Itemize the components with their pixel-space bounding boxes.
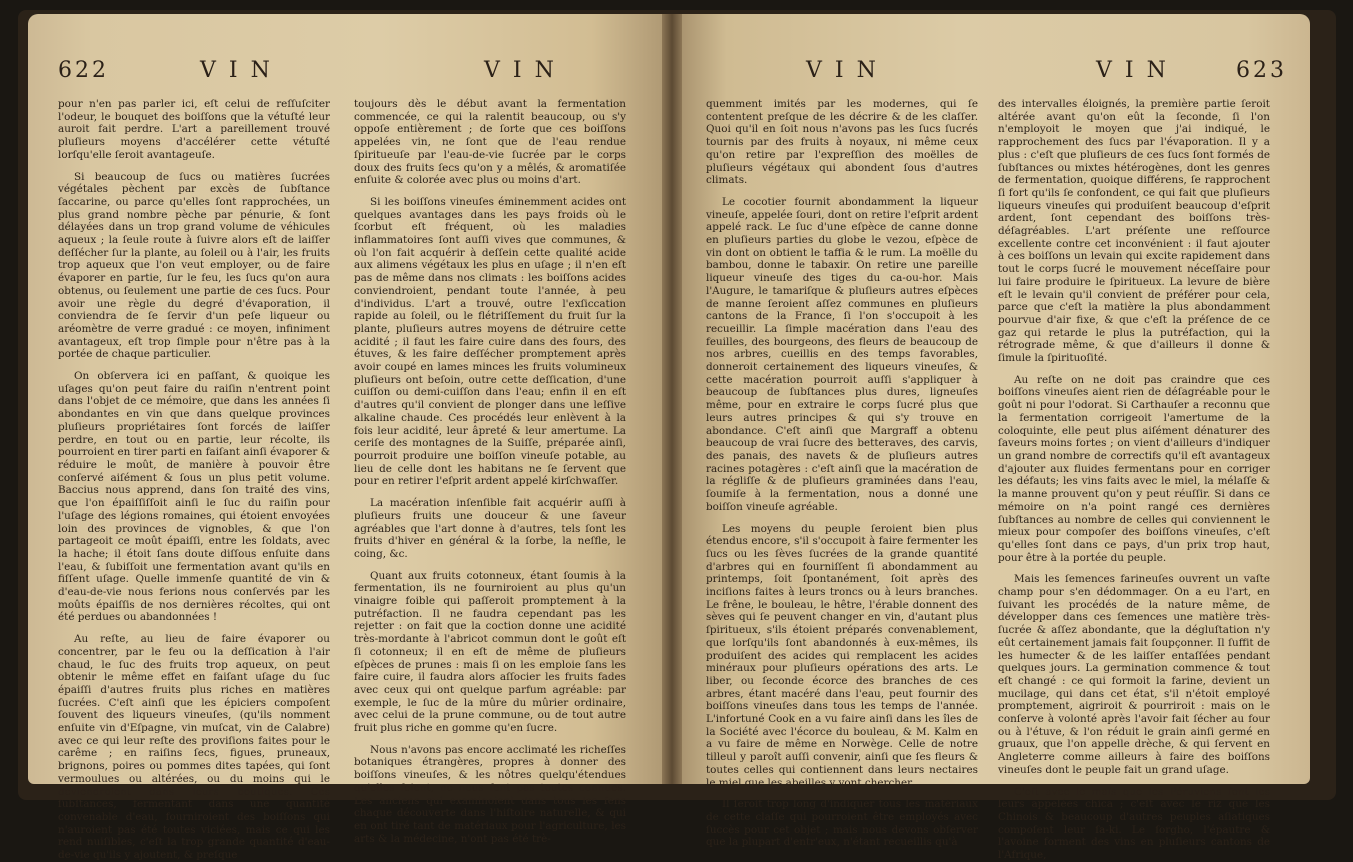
right-page-number: 623: [1236, 58, 1287, 83]
paragraph: Si les boiſſons vineuſes éminemment acides ont quelques avantages dans les pays froids où le ſcorbut eſt fréquent, où les maladies inflammatoires ſont auſſi vives que communes, & où l'on fait acquérir à deſſein cette qualité acide aux alimens végétaux les plus en uſage ; il n'en eſt pas de même dans nos climats : les boiſſons acides conviendroient, pendant toute l'année, à peu d'individus. L'art a trouvé, outre l'exſiccation rapide au ſoleil, ou le flétriſſement du fruit ſur la plante, pluſieurs autres moyens de détruire cette acidité ; il faut les faire cuire dans des fours, des étuves, & les faire deſſécher promptement après avoir coupé en lames minces les fruits volumineux pluſieurs ont beſoin, outre cette deſſication, d'une cuiſſon ou demi-cuiſſon dans l'eau; enfin il en eſt d'autres qu'il convient de plonger dans une leſſive alkaline chaude. Ces procédés leur enlèvent à la fois leur acidité, leur âpreté & leur amertume. La ceriſe des montagnes de la Suiſſe, préparée ainſi, pourroit produire une boiſſon vineuſe potable, au lieu de celle dont les habitans ne ſe ſervent que pour en retirer l'eſprit ardent appelé kirſchwaſſer.: [354, 195, 626, 488]
paragraph: Les moyens du peuple ſeroient bien plus étendus encore, s'il s'occupoit à faire fermenter les ſucs ou les ſèves ſucrées de la grande quantité d'arbres qui en fourniſſent ſi abondamment au printemps, ſoit ſpontanément, ſoit après des inciſions faites à leurs troncs ou à leurs branches. Le frêne, le bouleau, le hêtre, l'érable donnent des sèves qui ſe peuvent changer en vin, d'autant plus ſpiritueux, s'ils étoient préparés convenablement, que lorſqu'ils ſont abandonnés à eux-mêmes, ils produiſent des acides qui remplacent les acides minéraux pour pluſieurs opérations des arts. Le liber, ou ſeconde écorce des branches de ces arbres, étant macéré dans l'eau, peut fournir des boiſſons vineuſes dans tous les temps de l'année. L'infortuné Cook en a vu faire ainſi dans les îles de la Société avec l'écorce du bouleau, & M. Kalm en a vu faire de même en Norwège. Celle de notre tilleul y paroît auſſi convenir, ainſi que ſes fleurs & toutes celles qui contiennent dans leurs nectaires le miel que les abeilles y vont chercher.: [706, 522, 978, 789]
paragraph: des intervalles éloignés, la première partie ſeroit altérée avant qu'on eût la ſeconde, ſi l'on n'employoit le moyen que j'ai indiqué, le rapprochement des ſucs par l'évaporation. Il y a plus : c'eſt que pluſieurs de ces ſucs ſont formés de ſubſtances ou mixtes hétérogènes, dont les genres de fermentation, quoique différens, ſe rapprochent ſi fort qu'ils ſe confondent, ce qui fait que pluſieurs liqueurs vineuſes qui produiſent beaucoup d'eſprit ardent, ſont cependant des boiſſons très-déſagréables. L'art préſente une reſſource excellente contre cet inconvénient : il faut ajouter à ces boiſſons un levain qui excite rapidement dans tout le corps ſucré le mouvement néceſſaire pour lui faire produire le ſpiritueux. La levure de bière eſt le levain qu'il convient de préférer pour cela, parce que c'eſt la matière la plus abondamment pourvue d'air fixe, & que c'eſt la préſence de ce gaz qui retarde le plus la putréfaction, qui la rétrograde même, & que d'ailleurs il donne & ſimule la ſpirituoſité.: [998, 98, 1270, 365]
paragraph: On obſervera ici en paſſant, & quoique les uſages qu'on peut faire du raiſin n'entrent point dans l'objet de ce mémoire, que dans les années ſi abondantes en vin que dans quelque provinces pluſieurs propriétaires ſont forcés de laiſſer perdre, en tout ou en partie, leur récolte, ils pourroient en tirer parti en faiſant ainſi évaporer & réduire le moût, de manière à pouvoir être conſervé aiſément & ſous un plus petit volume. Baccius nous apprend, dans ſon traité des vins, que l'on épaiſſiſſoit ainſi le ſuc du raiſin pour l'uſage des légions romaines, qui étoient envoyées loin des provinces de vignobles, & que l'on partageoit ce moût épaiſſi, entre les ſoldats, avec la hache; il étoit ſans doute diſſous enſuite dans l'eau, & ſubiſſoit une fermentation avant qu'ils en fiſſent uſage. Quelle immenſe quantité de vin & d'eau-de-vie nous ferions nous conſervés par les moûts épaiſſis de nos dernières récoltes, qui ont été perdues ou abandonnées !: [58, 370, 330, 624]
left-running-header: [28, 58, 668, 88]
paragraph: Mais les ſemences farineuſes ouvrent un vaſte champ pour s'en dédommager. On a eu l'art, en ſuivant les procédés de la nature même, de développer dans ces ſemences une matière très-ſucrée & aſſez abondante, que la dégluſtation n'y eût certainement jamais fait ſoupçonner. Il ſuffit de les humecter & de les laiſſer entaſſées pendant quelques jours. La germination commence & tout eſt changé : ce qui formoit la farine, devient un mucilage, qui dans cet état, s'il n'étoit employé promptement, aigriroit & pourriroit : mais on le conſerve à volonté après l'avoir fait ſécher au four ou à l'étuve, & l'on réduit le grain ainſi germé en gruaux, que l'on appelle drèche, & qui ſervent en Angleterre comme ailleurs à faire des boiſſons vineuſes dont le peuple fait un grand uſage.: [998, 573, 1270, 776]
right-header-title-2: V I N: [1096, 58, 1169, 83]
paragraph: Nous n'avons pas encore acclimaté les richeſſes botaniques étrangères, propres à donner des boiſſons vineuſes, & les nôtres quelqu'étendues qu'elles ſoient, ne nous ſont pas toutes connues. Les anciens qui examinoient dans tous les ſens chaque découverte dans l'hiſtoire naturelle, & qui en ont tiré tant de matériaux pour l'agriculture, les arts & la médecine, n'ont pas été trè-: [354, 743, 626, 845]
paragraph: La macération inſenſible fait acquérir auſſi à pluſieurs fruits une douceur & une ſaveur agréables que l'art donne à d'autres, tels ſont les fruits d'hiver en général & la ſorbe, la neſfle, le coing, &c.: [354, 497, 626, 560]
left-page-number: 622: [58, 58, 109, 83]
right-column-2: [998, 98, 1270, 862]
paragraph: C'eſt avec le maïs que les Péruviens font les leurs appelées chica ; c'eſt avec le riz que les Chinois & beaucoup d'autres peuples aſiatiques compoſent leur ſa-ki. Le ſorgho, l'épautre & l'avoine forment des vins en pluſieurs cantons de l'Afrique,: [998, 785, 1270, 862]
left-column-1: [58, 98, 330, 862]
paragraph: Il ſeroit trop long d'indiquer tous les matériaux de cette claſſe qui pourroient être employés avec ſuccès pour cet objet ; mais nous devons obſerver que la plupart d'entr'eux, n'étant recueillis qu'à: [706, 798, 978, 849]
paragraph: Si beaucoup de ſucs ou matières ſucrées végétales pèchent par excès de ſubſtance ſaccarine, ou parce qu'elles ſont rapprochées, un plus grand nombre pèche par pénurie, & ſont délayées dans un trop grand volume de véhicules aqueux ; la ſeule route à ſuivre alors eſt de laiſſer deſſécher ſur la plante, au ſoleil ou à l'air, les fruits trop aqueux que l'on veut employer, ou de faire évaporer en partie, ſur le feu, les ſucs qu'on aura obtenus, ou ſeulement une partie de ces ſucs. Pour avoir une règle du degré d'évaporation, il conviendra de ſe ſervir d'un peſe liqueur ou aréomètre de verre gradué : ce moyen, infiniment avantageux, eſt trop ſimple pour n'être pas à la portée de chaque particulier.: [58, 170, 330, 361]
left-header-title-1: V I N: [200, 58, 273, 83]
right-page: [676, 14, 1310, 862]
paragraph: Le cocotier fournit abondamment la liqueur vineuſe, appelée ſouri, dont on retire l'eſprit ardent appelé rack. Le ſuc d'une eſpèce de canne donne en pluſieurs parties du globe le vezou, eſpèce de vin dont on obtient le taffia & le rum. La moëlle du bambou, donne le tabaxir. On retire une pareille liqueur vineuſe des tiges du ca-ou-hor. Mais l'Augure, le tamariſque & pluſieurs autres eſpèces de manne ſeroient aſſez communes en pluſieurs cantons de la France, ſi l'on s'occupoit à les recueillir. La ſimple macération dans l'eau des feuilles, des bourgeons, des fleurs de beaucoup de nos arbres, cueillis en des temps favorables, donneroit certainement des liqueurs vineuſes, & cette macération pourroit auſſi s'appliquer à beaucoup de ſubſtances plus dures, ligneuſes même, pour en extraire le corps ſucré plus que leurs autres principes & qui s'y trouve en abondance. C'eſt ainſi que Margraff a obtenu beaucoup de vrai ſucre des betteraves, des carvis, des panais, des navets & de pluſieurs autres racines potagères : c'eſt ainſi que la macération de la régliſſe & de pluſieurs graminées dans l'eau, ſoumiſe à la fermentation, nous a donné une boiſſon vineuſe agréable.: [706, 195, 978, 513]
left-header-title-2: V I N: [484, 58, 557, 83]
paragraph: toujours dès le début avant la fermentation commencée, ce qui la ralentit beaucoup, ou s'y oppoſe entièrement ; de ſorte que ces boiſſons appelées vin, ne ſont que de l'eau rendue ſpiritueuſe par l'eau-de-vie ſucrée par le corps doux des fruits ſecs qu'on y a mêlés, & aromatiſée enſuite & colorée avec plus ou moins d'art.: [354, 98, 626, 187]
paragraph: pour n'en pas parler ici, eſt celui de reſſuſciter l'odeur, le bouquet des boiſſons que la vétuſté leur auroit fait perdre. L'art a pareillement trouvé pluſieurs moyens d'accélérer cette vétuſté lorſqu'elle ſeroit avantageuſe.: [58, 98, 330, 161]
left-column-2: [354, 98, 626, 845]
right-running-header: [676, 58, 1310, 88]
right-header-title-1: V I N: [806, 58, 879, 83]
left-page: [28, 14, 668, 862]
paragraph: Au reſte on ne doit pas craindre que ces boiſſons vineuſes aient rien de déſagréable pour le goût ni pour l'odorat. Si Carthauſer a reconnu que la fermentation corrigeoit l'amertume de la coloquinte, elle peut plus aiſément dénaturer des ſaveurs moins fortes ; on vient d'ailleurs d'indiquer un grand nombre de correctifs qu'il eſt avantageux d'ajouter aux fluides fermentans pour en corriger les défauts; les vins faits avec le miel, la mélaſſe & la manne prouvent qu'on y peut réuſſir. Si dans ce mémoire on n'a point rangé ces dernières ſubſtances au nombre de celles qui conviennent le mieux pour compoſer des boiſſons vineuſes, c'eſt qu'elles ſont dans ce pays, d'un prix trop haut, pour être à la portée du peuple.: [998, 373, 1270, 564]
right-column-1: [706, 98, 978, 849]
paragraph: Quant aux fruits cotonneux, étant ſoumis à la fermentation, ils ne fourniroient au plus qu'un vinaigre foible qui paſſeroit promptement à la putréfaction. Il ne faudra cependant pas les rejetter : on fait que la coction donne une acidité très-mordante à l'abricot commun dont le goût eſt ſi cotonneux; il en eſt de même de pluſieurs eſpèces de prunes : mais ſi on les emploie ſans les faire cuire, il faudra alors aſſocier les fruits fades avec ceux qui ont quelque parfum agréable: par exemple, le ſuc de la mûre du mûrier ordinaire, avec celui de la prune commune, ou de tout autre fruit plus riche en gomme qu'en ſucre.: [354, 569, 626, 735]
book-gutter: [662, 14, 682, 784]
paragraph: Au reſte, au lieu de faire évaporer ou concentrer, par le feu ou la deſſication à l'air chaud, le ſuc des fruits trop aqueux, on peut obtenir le même effet en faiſant uſage du ſuc épaiſſi d'autres fruits plus riches en matières ſucrées. C'eſt ainſi que les épiciers compoſent ſouvent des liqueurs vineuſes, (qu'ils nomment enſuite vin d'Eſpagne, vin muſcat, vin de Calabre) avec ce qui leur reſte des proviſions faites pour le carême ; en raiſins ſecs, figues, pruneaux, brignons, poires ou pommes dites tapées, qui ſont vermoulues ou altérées, ou du moins qui le deviendroient dans leurs boutiques. Ces ſubſtances, fermentant dans une quantité convenable d'eau, fourniroient des boiſſons qui n'auroient pas été toutes viciées, mais ce qui les rend nuiſibles, c'eſt la trop grande quantité d'eau-de-vie qu'ils y ajoutent, & preſque: [58, 633, 330, 862]
paragraph: quemment imités par les modernes, qui ſe contentent preſque de les décrire & de les claſſer. Quoi qu'il en ſoit nous n'avons pas les ſucs ſucrés tournis par des fruits à noyaux, ni même ceux qu'on retire par l'expreſſion des moëlles de pluſieurs végétaux qui abondent ſous d'autres climats.: [706, 98, 978, 187]
